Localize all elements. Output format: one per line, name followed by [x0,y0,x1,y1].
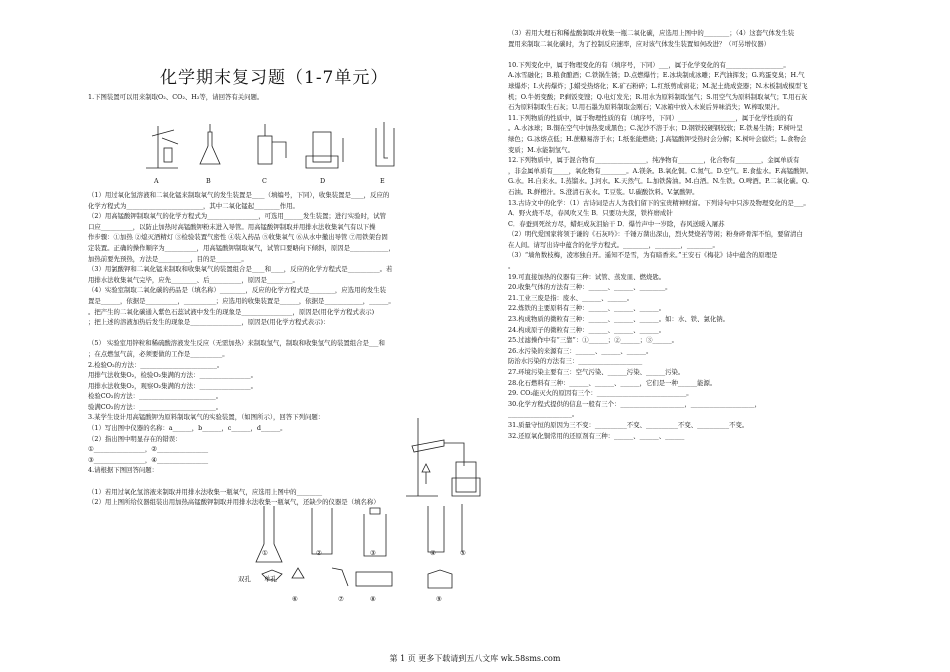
text-line: 球爆炸；I.火药爆炸；J.蜡受热熔化；K.矿石粉碎；L.红纸剪成窗花；M.泥土烧成瓷器；N.木板制成模型飞 [508,81,808,90]
instrument-label-7: ⑦ [338,595,344,603]
text-line: ；在点燃氢气前，必须要做的工作是__________。 [88,349,229,358]
text-line: 28.化石燃料有三种：______、______、______，它们是一种______能源。 [508,378,717,387]
instruments-drawing [252,500,484,600]
text-line: 20.收集气体的方法有三种：______、______、________。 [508,283,672,292]
text-line: 用排水法收集氧气完毕，应先________、后__________，原因是________。 [88,275,299,284]
text-line: 加热前要先预热，方法是__________，目的是________。 [88,254,248,263]
stopper-double-hole: 双孔 [238,575,251,583]
q1-intro [88,92,486,103]
text-line: 石油。R.鲜橙汁。S.澄清石灰水。T.豆浆。U.碳酸饮料。V.氯酸钾。 [508,187,699,196]
text-line: 防治水污染的方法有三：____________________ [508,357,643,366]
text-line: 3.某学生设计用高锰酸钾为原料制取氧气的实验装置，（如图所示），回答下列问题： [88,413,325,422]
page-footer: 第 1 页 更多下载请到五八文库 wk.58sms.com [389,654,561,663]
text-line: 11.下列物质的性质中，属于物理性质的有（填序号，下同）__________________，属于化学性质的有 [508,113,793,122]
text-line: （1）写出图中仪器的名称：a______，b______，c______，d______。 [88,424,287,433]
label-e: E [380,177,385,185]
text-line: 置用来制取二氧化碳时，为了控制反应速率，应对该气体发生装置如何改进？（可另增仪器） [508,39,771,48]
text-line: 32.还原氧化铜常用的还原剂有三种：______、______、______ [508,431,685,440]
label-d: D [320,177,326,185]
text-line: C．春蚕到死丝方尽，蜡炬成灰泪始干 D．爆竹声中一岁除，春风送暖入屠苏 [508,219,725,228]
text-line: 21.工业三废是指：废水、______、______。 [508,293,634,302]
text-line: 2.检验O₂的方法：________________________。 [88,360,224,369]
text-line: 化学方程式为________________________，其中二氧化锰起________作用。 [88,201,299,210]
text-line: 13.古诗文中的化学：（1）古诗词是古人为我们留下的宝贵精神财富。下列诗句中只涉及物理变化的是___。 [508,198,810,207]
text-line: 。A.水冰球；B.铜在空气中加热变成黑色；C.泥沙不溶于水；D.钢铁较硬钢较软；E.铁易生锈；F.树叶呈 [508,124,803,133]
text-line: 验满CO₂的方法：________________________。 [88,402,223,411]
instrument-label-6: ⑥ [292,595,298,603]
text-line: ①________________，②________________ [88,445,209,454]
text-line: A．野火烧不尽，春风吹又生 B．只要功夫深，铁杵磨成针 [508,209,673,218]
text-line [508,49,880,60]
instrument-label-3: ③ [370,549,376,557]
text-line: 30.化学方程式提供的信息一般有三个：____________________，____________________， [508,399,762,408]
instrument-label-1: ① [262,549,268,557]
text-line: （3）用氯酸钾和二氧化锰来制取和收集氧气的装置组合是____和____，反应的化学方程式是__________。若 [88,265,393,274]
kmno4-apparatus-drawing [404,412,486,504]
instrument-label-9: ⑨ [436,595,442,603]
text-line: 12.下列物质中，属于混合物有________________，纯净物有________，化合物有________，金属单质有 [508,156,800,165]
instrument-label-4: ④ [430,549,436,557]
text-line: 19.可直接加热的仪器有三种：试管、蒸发皿、燃烧匙。 [508,272,666,281]
text-line: 25.过滤操作中有“三靠”：①______；②______；③______。 [508,336,679,345]
text-line: （3）“墙角数枝梅，凌寒独自开。遥知不是雪，为有暗香来。”王安石《梅花》诗中蕴含的原理是 [508,251,778,260]
stopper-single-hole: 单孔 [264,575,277,583]
text-line: 31.质量守恒的原因为三不变：__________不变、__________不变、__________不变。 [508,420,749,429]
figure-apparatus-a-e [138,118,418,178]
text-line: 29. CO₂能灭火的原因有三个：____________________________。 [508,389,693,398]
text-line: 作步骤：①加热 ②熄灭酒精灯 ③检验装置气密性 ④装入药品 ⑤收集氧气 ⑥从水中撤出导管 ⑦用铁架台固 [88,233,388,242]
text-line: （1）用过氧化氢溶液和二氧化锰来制取氧气的发生装置是____（填编号，下同），收集装置是____，反应的 [88,191,390,199]
text-line: ____________________。 [508,410,579,419]
text-line: ③________________，④________________ [88,455,209,464]
text-line: 4.请根据下图回答问题： [88,466,159,475]
label-a: A [154,177,159,185]
text-line: 用排水法收集O₂，观察O₂集满的方法：________________。 [88,381,257,390]
text-line: 22.炼铁的主要原料有三种：______、______、______。 [508,304,666,313]
apparatus-drawing [138,118,418,178]
text-line: G.水。H.自来水。I.蒸馏水。J.河水。K.天然气。L.加铁酱油。M.白酒。N.生铁。O.啤酒。P.二氧化碳。Q. [508,177,809,186]
text-line: 检验CO₂的方法：________________________。 [88,392,223,401]
text-line: （2）指出图中明显存在的错误： [88,434,182,443]
instrument-label-8: ⑧ [370,595,376,603]
figure-instruments-1-9 [252,500,484,600]
text-line: 。把产生的二氧化碳通入紫色石蕊试液中发生的现象是________________，原因是(用化学方程式表示) [88,307,375,316]
document-title: 化学期末复习题（1-7单元） [160,68,389,88]
text-line: 26.水污染的来源有三：______、______、______。 [508,346,653,355]
text-line: 24.构成原子的微粒有三种：______、______、______。 [508,325,666,334]
text-line: （2）用上图所给仪器组装出用加热高锰酸钾制取并用排水法收集一瓶氧气，还缺少的仪器是（填名称） [88,498,380,507]
label-b: B [206,177,211,185]
text-line: 1.下图装置可以用来制取O₂、CO₂、H₂等，请回答有关问题。 [88,93,264,101]
text-line [88,328,486,339]
text-line: （2）明代爱国家将领于谦的《石灰吟》：千锤万凿出深山，烈火焚烧若等闲；粉身碎骨浑不怕，要留清白 [508,230,803,239]
text-line: 23.构成物质的微粒有三种：______、______、______。如：水、铁、氯化钠。 [508,315,730,324]
text-line: （2）用高锰酸钾制取氧气的化学方程式为________________，可选用______发生装置；进行实验时，试管 [88,212,387,221]
instrument-label-2: ② [316,549,322,557]
text-line: A.冰雪融化；B.粮食酿酒；C.铁锅生锈；D.点燃爆竹；E.冰块制成冰雕；F.汽油挥发；G.鸡蛋变臭；H.气 [508,71,805,80]
text-line: （4）实验室制取二氧化碳的药品是（填名称）________，反应的化学方程式是________，应选用的发生装 [88,286,387,295]
text-line: ；把上述的溶液加热后发生的现象是________________，原因是(用化学方程式表示)： [88,318,330,327]
right-column [508,28,880,441]
text-line: 用排气法收集O₂，检验O₂集满的方法：________________。 [88,371,257,380]
text-line: （1）若用过氧化氢溶液来制取并用排水法收集一瓶氧气，应选用上图中的________ [88,487,323,496]
text-line: （5） 实验室用锌粒和稀硫酸溶液发生反应（无需加热）来制取氢气，制取和收集氢气的装置组合是___和 [88,339,385,348]
text-line: 置是______，依据是__________，__________；应选用的收集装置是______，依据是____________，______。 [88,296,395,305]
text-line: 绿色；G.冰熔点低；H.蔗糖易溶于水；I.纸张能燃烧；J.高锰酸钾受热时会分解；K.树叶会腐烂；L.食物会 [508,134,807,143]
text-line: 27.环境污染主要有三：空气污染、______污染、______污染。 [508,368,685,376]
text-line: 。 [508,262,515,271]
text-line: 在人间。请写出诗中蕴含的化学方程式。________，________，________。 [508,240,719,249]
label-c: C [262,177,267,185]
text-line: 机；O.牛奶变酸；P.剩饭变馊；Q.电灯发光；R.用水为原料制取氢气；S.用空气为原料制取氧气；T.用石灰 [508,92,808,101]
text-line: 石为原料制取生石灰；U.用石墨为原料制取金刚石；V.冰箱中放入木炭后异味消失；W.榨取果汁。 [508,103,784,112]
text-line: 定装置。正确的操作顺序为__________，用高锰酸钾制取氧气，试管口要略向下倾斜，原因是____________， [88,243,395,252]
text-line: ，非金属单质有_____，氧化物有________。A.镁条。B.氧化铜。C.氮气。D.空气。E.食盐水。F.高锰酸钾。 [508,166,813,175]
figure-kmno4-apparatus [404,412,486,504]
text-line: 10.下列变化中，属于物理变化的有（填序号，下同）___，属于化学变化的有__________________。 [508,60,790,69]
text-line: 变质；M.水能制氢气。 [508,145,575,154]
text-line: （3）若用大理石和稀盐酸制取并收集一瓶二氧化碳，应选用上图中的________；（4）这套气体发生装 [508,29,795,37]
instrument-label-5: ⑤ [460,549,466,557]
text-line: 口应__________，以防止加热时高锰酸钾粉末进入导管。用高锰酸钾制取并用排水法收集氧气有以下操 [88,222,376,231]
